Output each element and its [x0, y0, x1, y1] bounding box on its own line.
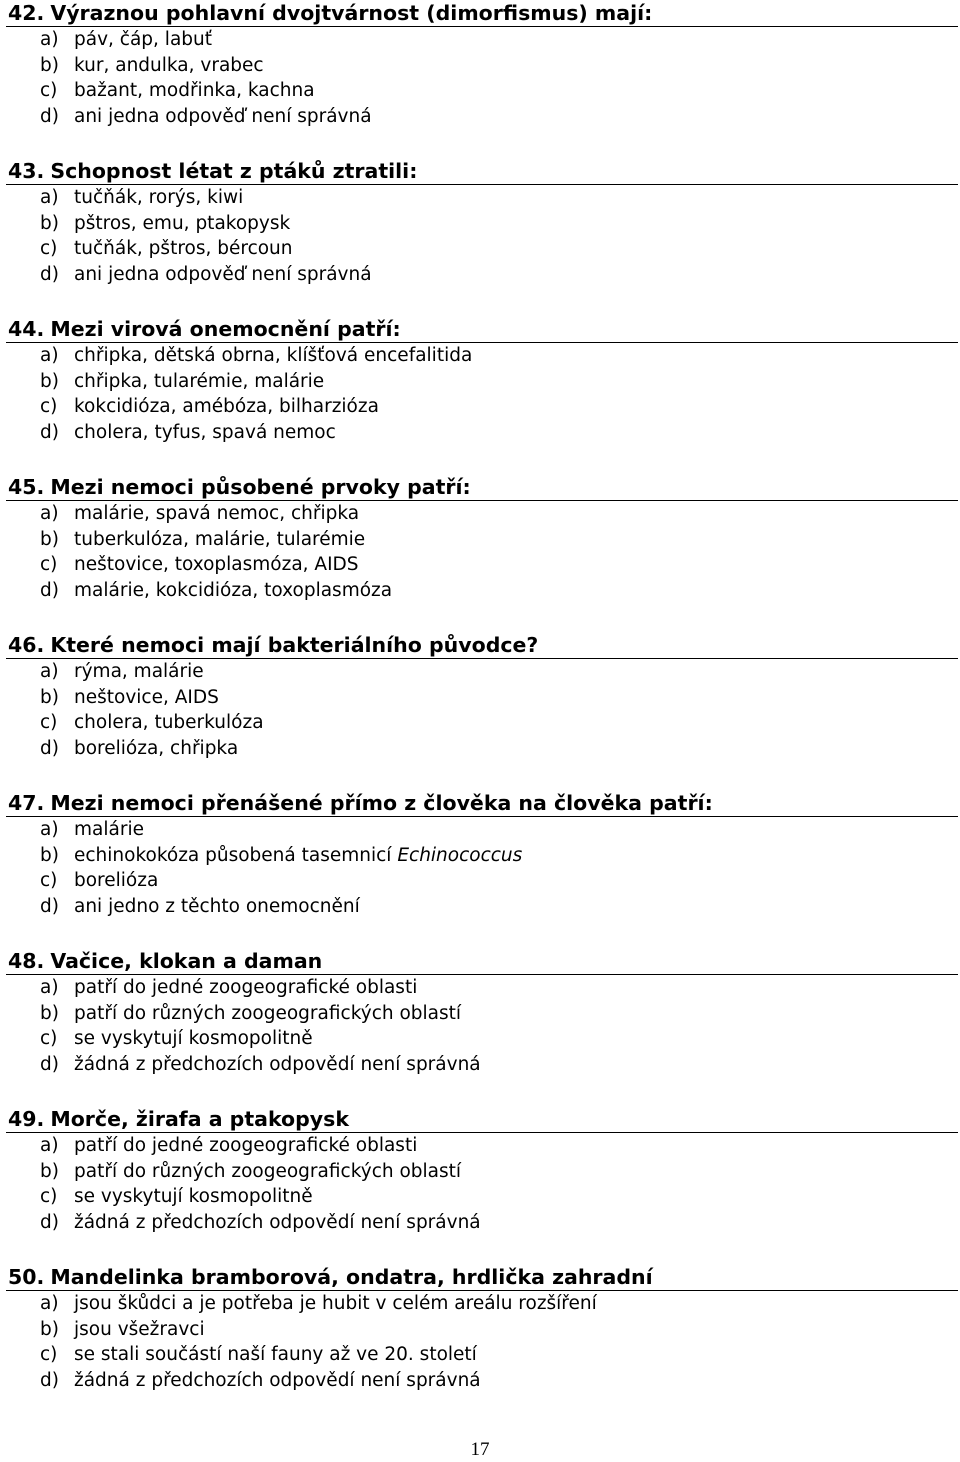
answer-list [6, 975, 958, 1078]
answer-letter: d) [40, 1370, 59, 1392]
question-46 [6, 632, 958, 762]
answer-option [40, 1317, 958, 1343]
answer-option [40, 27, 958, 53]
answer-letter: d) [40, 580, 59, 602]
answer-letter: a) [40, 977, 59, 998]
answer-option [40, 211, 958, 237]
question-number: 46. [8, 633, 45, 657]
question-number: 48. [8, 949, 45, 973]
answer-text: ani jedna odpověď není správná [74, 106, 372, 128]
answer-text: se vyskytují kosmopolitně [74, 1028, 313, 1050]
answer-letter: c) [40, 80, 58, 102]
answer-text: páv, čáp, labuť [74, 29, 213, 50]
question-text: Výraznou pohlavní dvojtvárnost (dimorfismus) mají: [50, 1, 653, 25]
answer-option [40, 710, 958, 736]
answer-letter: b) [40, 1160, 59, 1182]
question-title [6, 1264, 958, 1291]
answer-option [40, 975, 958, 1001]
answer-option [40, 527, 958, 553]
answer-text: žádná z předchozích odpovědí není správná [74, 1370, 481, 1392]
answer-text: tučňák, rorýs, kiwi [74, 187, 244, 208]
answer-option [40, 578, 958, 604]
answer-text: chřipka, tularémie, malárie [74, 370, 325, 392]
question-43 [6, 158, 958, 288]
answer-list [6, 817, 958, 920]
answer-letter: b) [40, 212, 59, 234]
answer-option [40, 817, 958, 843]
answer-option [40, 78, 958, 104]
answer-text: se vyskytují kosmopolitně [74, 1186, 313, 1208]
answer-text: patří do jedné zoogeografické oblasti [74, 1135, 418, 1156]
answer-letter: a) [40, 345, 59, 366]
answer-option [40, 420, 958, 446]
question-number: 44. [8, 317, 45, 341]
answer-letter: c) [40, 712, 58, 734]
question-44 [6, 316, 958, 446]
answer-letter: c) [40, 870, 58, 892]
answer-letter: b) [40, 1318, 59, 1340]
answer-text: echinokokóza působená tasemnicí [74, 844, 392, 866]
answer-text: borelióza [74, 870, 159, 892]
answer-letter: a) [40, 1293, 59, 1314]
answer-option [40, 1159, 958, 1185]
answer-text: patří do jedné zoogeografické oblasti [74, 977, 418, 998]
answer-letter: d) [40, 1212, 59, 1234]
answer-letter: a) [40, 819, 59, 840]
answer-list [6, 27, 958, 130]
answer-text: tučňák, pštros, bércoun [74, 238, 293, 260]
question-title [6, 0, 958, 27]
answer-option [40, 736, 958, 762]
question-title [6, 790, 958, 817]
answer-text: malárie, kokcidióza, toxoplasmóza [74, 580, 393, 602]
answer-text: malárie [74, 819, 144, 840]
answer-option [40, 1001, 958, 1027]
answer-option [40, 343, 958, 369]
answer-text: se stali součástí naší fauny až ve 20. století [74, 1344, 477, 1366]
question-text: Mandelinka bramborová, ondatra, hrdlička zahradní [50, 1265, 653, 1289]
answer-letter: d) [40, 738, 59, 760]
answer-option [40, 1133, 958, 1159]
answer-text: rýma, malárie [74, 661, 204, 682]
question-text: Morče, žirafa a ptakopysk [50, 1107, 350, 1131]
question-text: Schopnost létat z ptáků ztratili: [50, 159, 418, 183]
answer-letter: a) [40, 661, 59, 682]
answer-list [6, 659, 958, 762]
answer-letter: a) [40, 503, 59, 524]
question-48 [6, 948, 958, 1078]
question-title [6, 316, 958, 343]
question-50 [6, 1264, 958, 1394]
question-49 [6, 1106, 958, 1236]
answer-letter: d) [40, 264, 59, 286]
answer-letter: d) [40, 896, 59, 918]
answer-text: kur, andulka, vrabec [74, 54, 264, 76]
answer-option [40, 659, 958, 685]
question-number: 50. [8, 1265, 45, 1289]
answer-text: neštovice, AIDS [74, 686, 219, 708]
question-text: Vačice, klokan a daman [50, 949, 323, 973]
answer-letter: c) [40, 396, 58, 418]
answer-text: pštros, emu, ptakopysk [74, 212, 291, 234]
question-47 [6, 790, 958, 920]
question-42 [6, 0, 958, 130]
question-title [6, 948, 958, 975]
answer-text: patří do různých zoogeografických oblastí [74, 1002, 462, 1024]
answer-text: borelióza, chřipka [74, 738, 239, 760]
answer-option [40, 843, 958, 869]
answer-list [6, 1291, 958, 1394]
answer-list [6, 185, 958, 288]
answer-letter: a) [40, 187, 59, 208]
question-text: Mezi nemoci přenášené přímo z člověka na člověka patří: [50, 791, 713, 815]
answer-option [40, 1052, 958, 1078]
page-number: 17 [470, 1439, 490, 1460]
answer-letter: c) [40, 1344, 58, 1366]
question-number: 42. [8, 1, 45, 25]
answer-option [40, 552, 958, 578]
answer-option [40, 394, 958, 420]
answer-option [40, 868, 958, 894]
question-title [6, 158, 958, 185]
answer-option [40, 1210, 958, 1236]
question-text: Mezi virová onemocnění patří: [50, 317, 401, 341]
answer-option [40, 501, 958, 527]
question-number: 43. [8, 159, 45, 183]
answer-letter: b) [40, 370, 59, 392]
question-number: 49. [8, 1107, 45, 1131]
answer-text: žádná z předchozích odpovědí není správná [74, 1054, 481, 1076]
question-text: Mezi nemoci působené prvoky patří: [50, 475, 471, 499]
answer-option [40, 1026, 958, 1052]
answer-option [40, 236, 958, 262]
answer-letter: b) [40, 844, 59, 866]
answer-text: ani jedna odpověď není správná [74, 264, 372, 286]
answer-letter: a) [40, 29, 59, 50]
answer-option [40, 53, 958, 79]
answer-letter: b) [40, 528, 59, 550]
answer-text: neštovice, toxoplasmóza, AIDS [74, 554, 359, 576]
answer-option [40, 685, 958, 711]
answer-list [6, 501, 958, 604]
question-title [6, 1106, 958, 1133]
answer-italic-term: Echinococcus [397, 844, 523, 866]
answer-option [40, 185, 958, 211]
answer-letter: c) [40, 1028, 58, 1050]
answer-letter: b) [40, 686, 59, 708]
answer-option [40, 894, 958, 920]
question-text: Které nemoci mají bakteriálního původce? [50, 633, 539, 657]
answer-letter: d) [40, 422, 59, 444]
answer-option [40, 104, 958, 130]
answer-letter: c) [40, 554, 58, 576]
answer-option [40, 1291, 958, 1317]
answer-text: jsou škůdci a je potřeba je hubit v celém areálu rozšíření [74, 1293, 597, 1314]
answer-text: cholera, tuberkulóza [74, 712, 264, 734]
answer-letter: b) [40, 1002, 59, 1024]
question-title [6, 474, 958, 501]
answer-letter: d) [40, 1054, 59, 1076]
question-title [6, 632, 958, 659]
answer-text: tuberkulóza, malárie, tularémie [74, 528, 366, 550]
answer-option [40, 1368, 958, 1394]
answer-text: cholera, tyfus, spavá nemoc [74, 422, 336, 444]
answer-option [40, 262, 958, 288]
question-45 [6, 474, 958, 604]
answer-letter: c) [40, 238, 58, 260]
question-number: 45. [8, 475, 45, 499]
answer-text: ani jedno z těchto onemocnění [74, 896, 360, 918]
answer-text: žádná z předchozích odpovědí není správná [74, 1212, 481, 1234]
answer-text: bažant, modřinka, kachna [74, 80, 315, 102]
answer-text: patří do různých zoogeografických oblastí [74, 1160, 462, 1182]
answer-letter: b) [40, 54, 59, 76]
answer-letter: a) [40, 1135, 59, 1156]
answer-text: chřipka, dětská obrna, klíšťová encefalitida [74, 345, 473, 366]
question-number: 47. [8, 791, 45, 815]
answer-text: kokcidióza, amébóza, bilharzióza [74, 396, 379, 418]
answer-option [40, 1342, 958, 1368]
answer-list [6, 343, 958, 446]
answer-letter: c) [40, 1186, 58, 1208]
answer-text: jsou všežravci [74, 1318, 205, 1340]
answer-option [40, 369, 958, 395]
answer-list [6, 1133, 958, 1236]
answer-letter: d) [40, 106, 59, 128]
answer-option [40, 1184, 958, 1210]
answer-text: malárie, spavá nemoc, chřipka [74, 503, 360, 524]
